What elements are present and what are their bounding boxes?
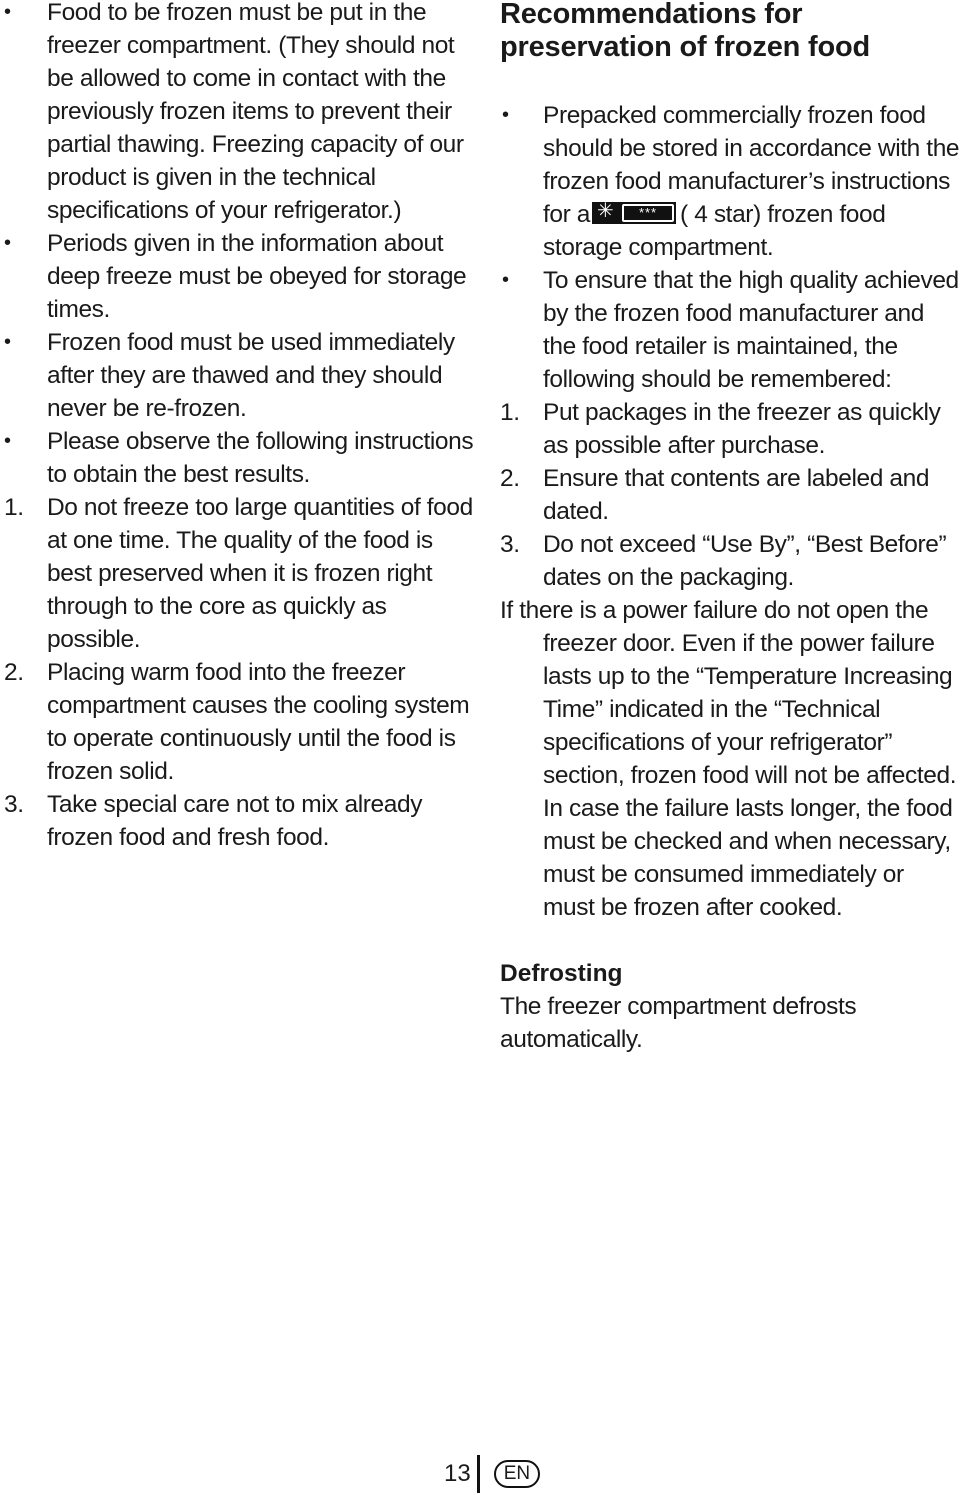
list-item [0, 425, 475, 491]
list-item-text: Placing warm food into the freezer compartment causes the cooling system to operate continuously until the food is frozen solid. [47, 659, 470, 785]
numbered-item [500, 396, 960, 462]
list-item-text: Do not exceed “Use By”, “Best Before” dates on the packaging. [543, 531, 947, 591]
number-marker: 2. [4, 659, 24, 686]
power-failure-paragraph: If there is a power failure do not open the freezer door. Even if the power failure lasts up to the “Temperature Increasing Time” indicated in the “Technical specifications of your refrigerator” section, frozen food will not be affected. In case the failure lasts longer, the food must be checked and when necessary, must be consumed immediately or must be frozen after cooked. [500, 597, 957, 921]
single-star-icon: ✳ [597, 200, 614, 222]
bullet-marker: • [4, 232, 11, 254]
bullet-marker: • [502, 269, 509, 291]
four-star-freezer-icon [592, 202, 676, 224]
defrosting-heading: Defrosting [500, 960, 623, 987]
list-item [500, 264, 960, 396]
bullet-marker: • [4, 430, 11, 452]
text-before-icon: Prepacked commercially frozen food should be stored in accordance with the frozen food manufacturer’s instructions for a [543, 102, 960, 228]
list-item-text: Frozen food must be used immediately after they are thawed and they should never be re-frozen. [47, 329, 455, 422]
list-item-text: Ensure that contents are labeled and dated. [543, 465, 930, 525]
language-badge: EN [494, 1460, 540, 1488]
list-item-text: Take special care not to mix already frozen food and fresh food. [47, 791, 423, 851]
list-item-text: To ensure that the high quality achieved by the frozen food manufacturer and the food retailer is maintained, the following should be remembered: [543, 267, 959, 393]
list-item [0, 326, 475, 425]
number-marker: 2. [500, 465, 520, 492]
list-item-text [500, 99, 960, 264]
page-footer [444, 1456, 540, 1492]
left-column [0, 0, 475, 854]
numbered-item [500, 462, 960, 528]
number-marker: 3. [500, 531, 520, 558]
three-star-icon: *** [622, 204, 674, 222]
number-marker: 1. [500, 399, 520, 426]
section-heading [500, 0, 960, 64]
number-marker: 1. [4, 494, 24, 521]
numbered-item [0, 491, 475, 656]
bullet-marker: • [4, 1, 11, 23]
list-item [500, 99, 960, 264]
numbered-item [0, 788, 475, 854]
list-item-text: Periods given in the information about deep freeze must be obeyed for storage times. [47, 230, 467, 323]
defrosting-text: The freezer compartment defrosts automatically. [500, 993, 857, 1053]
numbered-item [0, 656, 475, 788]
list-item [0, 0, 475, 227]
bullet-marker: • [4, 331, 11, 353]
list-item-text: Do not freeze too large quantities of food at one time. The quality of the food is best preserved when it is frozen right through to the core as quickly as possible. [47, 494, 473, 653]
list-item-text: Put packages in the freezer as quickly as possible after purchase. [543, 399, 941, 459]
heading-line-1: Recommendations for [500, 0, 803, 30]
list-item-text: Food to be frozen must be put in the freezer compartment. (They should not be allowed to come in contact with the previously frozen items to prevent their partial thawing. Freezing capacity of our product is given in the technical specifications of your refrigerator.) [47, 0, 464, 224]
list-item-text: Please observe the following instructions to obtain the best results. [47, 428, 474, 488]
text-after-icon: ( 4 star) frozen food storage compartment. [543, 201, 886, 261]
list-item [0, 227, 475, 326]
bullet-marker: • [502, 104, 509, 126]
right-column [500, 0, 960, 1056]
number-marker: 3. [4, 791, 24, 818]
numbered-item [500, 528, 960, 594]
heading-line-2: preservation of frozen food [500, 31, 871, 63]
footer-divider [477, 1455, 480, 1493]
page-number: 13 [444, 1460, 471, 1487]
